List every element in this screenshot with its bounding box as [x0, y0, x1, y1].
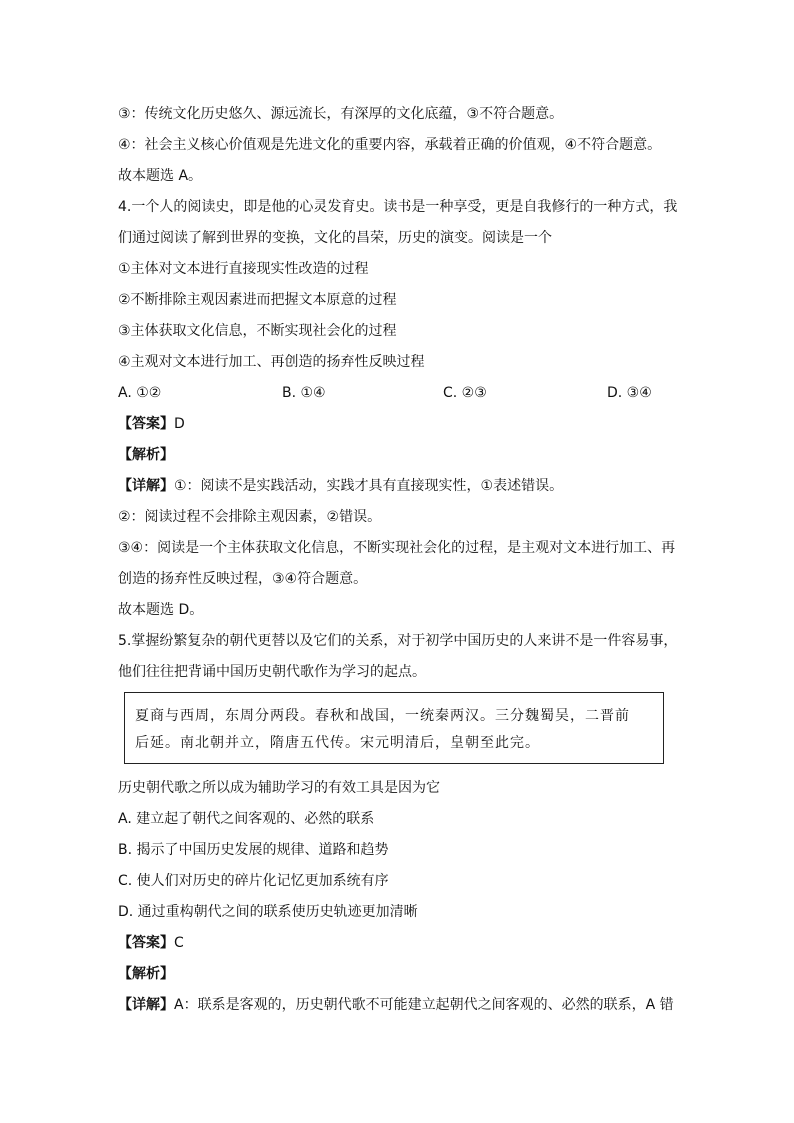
q4-analysis-heading	[118, 445, 678, 465]
dynasty-song-line-2: 后延。南北朝并立，隋唐五代传。宋元明清后，皇朝至此完。	[135, 735, 540, 751]
answer-value: C	[174, 935, 184, 951]
q4-detail-line-4: 创造的扬弃性反映过程，③④符合题意。	[118, 571, 368, 587]
q5-option-a: A. 建立起了朝代之间客观的、必然的联系	[118, 811, 375, 827]
answer-tag: 【答案】	[118, 935, 174, 951]
q4-detail-line-2: ②：阅读过程不会排除主观因素，②错误。	[118, 509, 382, 525]
q5-question: 历史朝代歌之所以成为辅助学习的有效工具是因为它	[118, 780, 440, 796]
q4-option-c: C. ②③	[443, 385, 487, 401]
q4-answer	[118, 414, 678, 434]
q3-conclusion: 故本题选 A。	[118, 168, 203, 184]
q3-analysis-line-3: ③：传统文化历史悠久、源远流长，有深厚的文化底蕴，③不符合题意。	[118, 106, 564, 122]
dynasty-song-box	[124, 692, 664, 764]
q4-option-d: D. ③④	[607, 385, 652, 401]
q4-item-2: ②不断排除主观因素进而把握文本原意的过程	[118, 292, 397, 308]
detail-tag: 【详解】	[118, 997, 174, 1013]
q4-stem-line-1: 4.一个人的阅读史，即是他的心灵发育史。读书是一种享受，更是自我修行的一种方式，我	[118, 199, 678, 215]
q4-item-3: ③主体获取文化信息，不断实现社会化的过程	[118, 323, 397, 339]
detail-text: A：联系是客观的，历史朝代歌不可能建立起朝代之间客观的、必然的联系，A 错	[174, 997, 674, 1013]
q4-option-a: A. ①②	[118, 385, 162, 401]
answer-value: D	[174, 416, 185, 432]
q4-item-4: ④主观对文本进行加工、再创造的扬弃性反映过程	[118, 354, 425, 370]
q5-answer	[118, 933, 678, 953]
detail-tag: 【详解】	[118, 478, 174, 494]
q5-stem-line-2: 他们往往把背诵中国历史朝代歌作为学习的起点。	[118, 664, 426, 680]
answer-tag: 【答案】	[118, 416, 174, 432]
q3-analysis-line-4: ④：社会主义核心价值观是先进文化的重要内容，承载着正确的价值观，④不符合题意。	[118, 137, 662, 153]
q4-options	[118, 383, 678, 403]
q4-stem-line-2: 们通过阅读了解到世界的变换，文化的昌荣，历史的演变。阅读是一个	[118, 230, 552, 246]
q5-option-d: D. 通过重构朝代之间的联系使历史轨迹更加清晰	[118, 904, 418, 920]
analysis-tag: 【解析】	[118, 966, 174, 982]
dynasty-song-line-1: 夏商与西周，东周分两段。春秋和战国，一统秦两汉。三分魏蜀吴，二晋前	[135, 708, 630, 724]
q4-detail-line-3: ③④：阅读是一个主体获取文化信息，不断实现社会化的过程，是主观对文本进行加工、再	[118, 540, 676, 556]
q4-conclusion: 故本题选 D。	[118, 602, 204, 618]
q5-analysis-heading	[118, 964, 678, 984]
q5-detail-line-1	[118, 995, 678, 1015]
q4-item-1: ①主体对文本进行直接现实性改造的过程	[118, 261, 369, 277]
q5-option-c: C. 使人们对历史的碎片化记忆更加系统有序	[118, 873, 389, 889]
q4-option-b: B. ①④	[282, 385, 326, 401]
q4-detail-line-1	[118, 476, 678, 496]
analysis-tag: 【解析】	[118, 447, 174, 463]
q5-option-b: B. 揭示了中国历史发展的规律、道路和趋势	[118, 842, 389, 858]
detail-text: ①：阅读不是实践活动，实践才具有直接现实性，①表述错误。	[174, 478, 564, 494]
q5-stem-line-1: 5.掌握纷繁复杂的朝代更替以及它们的关系，对于初学中国历史的人来讲不是一件容易事，	[118, 633, 678, 649]
